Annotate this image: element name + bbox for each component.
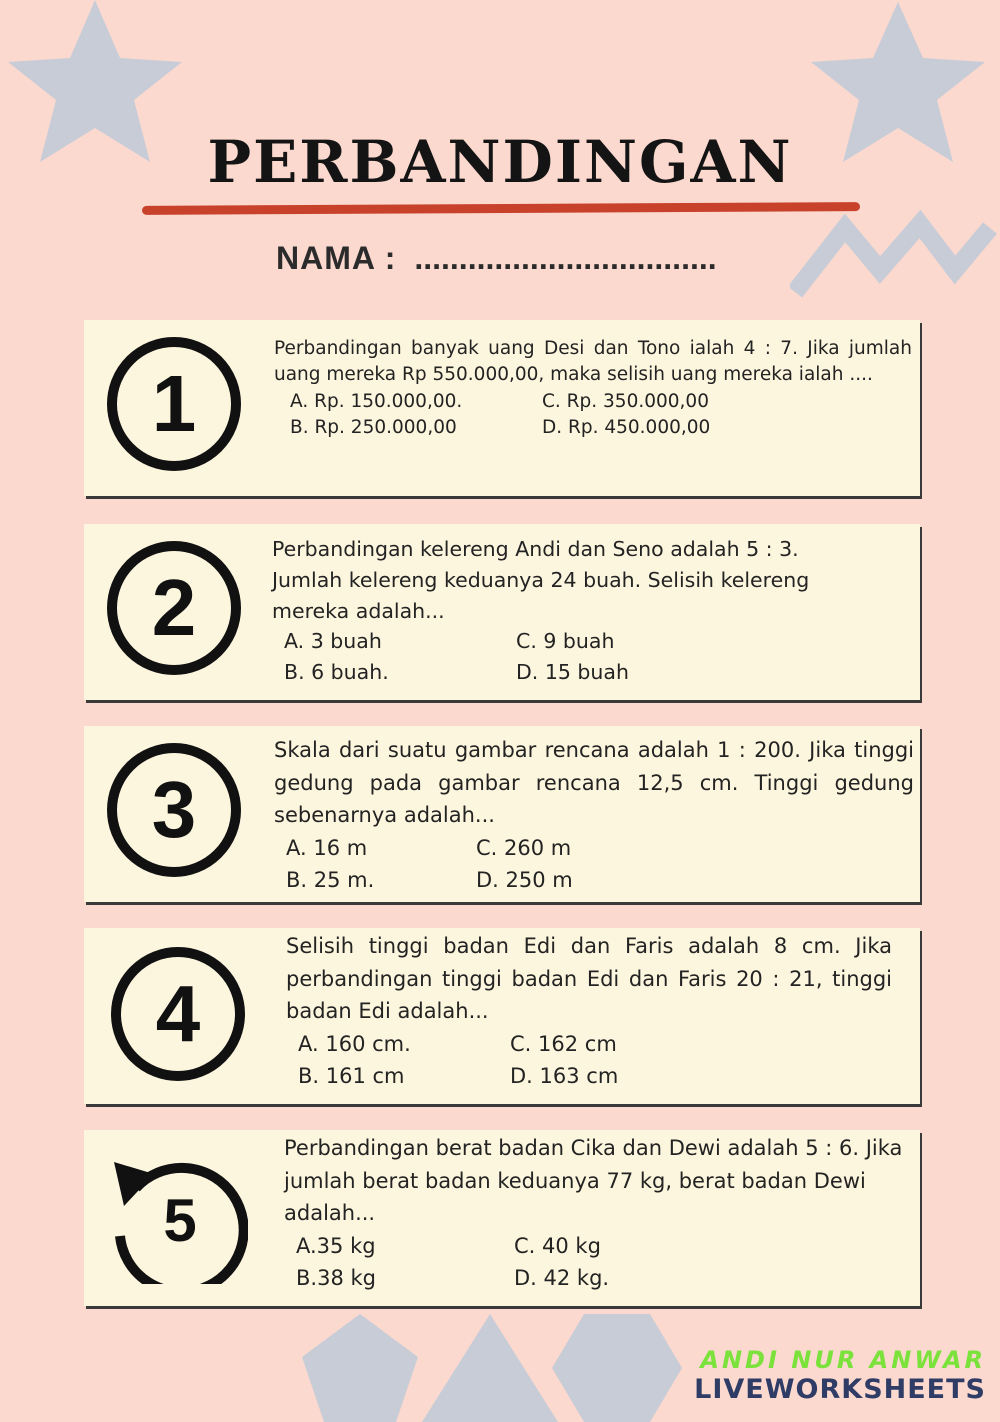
author-name: ANDI NUR ANWAR: [700, 1346, 986, 1374]
question-body: [274, 734, 914, 897]
option-c[interactable]: C. 162 cm: [510, 1031, 617, 1056]
question-text: Perbandingan banyak uang Desi dan Tono ialah 4 : 7. Jika jumlah uang mereka Rp 550.000,00, maka selisih uang mereka ialah ....: [274, 338, 912, 386]
option-a[interactable]: A. 16 m: [286, 835, 368, 860]
replay-circle-icon: [108, 1144, 248, 1284]
question-number: 2: [151, 563, 197, 652]
hexagon-shape: [552, 1312, 682, 1422]
question-number: 1: [151, 359, 197, 448]
name-field[interactable]: [276, 240, 717, 277]
brand-watermark: [694, 1346, 986, 1405]
question-number: 4: [155, 969, 201, 1058]
question-body: [286, 930, 892, 1093]
number-circle-icon: [104, 334, 244, 474]
pentagon-shape: [300, 1312, 420, 1422]
question-body: [284, 1132, 914, 1295]
liveworksheets-logo: LIVEWORKSHEETS: [694, 1374, 986, 1405]
title-underline: [142, 202, 860, 215]
option-c[interactable]: C. 260 m: [476, 835, 572, 860]
question-card-1: [84, 320, 920, 496]
option-b[interactable]: B.38 kg: [296, 1266, 376, 1291]
question-card-3: [84, 726, 920, 902]
option-a[interactable]: A. 3 buah: [284, 629, 382, 654]
question-text: Selisih tinggi badan Edi dan Faris adalah 8 cm. Jika perbandingan tinggi badan Edi dan Faris 20 : 21, tinggi badan Edi adalah...: [286, 934, 892, 1024]
question-card-5: [84, 1130, 920, 1306]
question-number: 5: [163, 1187, 197, 1254]
question-body: [274, 336, 912, 441]
page-title: PERBANDINGAN: [207, 128, 793, 196]
question-text: Skala dari suatu gambar rencana adalah 1 : 200. Jika tinggi gedung pada gambar rencana 12,5 cm. Tinggi gedung sebenarnya adalah...: [274, 738, 914, 828]
question-card-2: [84, 524, 920, 700]
name-label: NAMA :: [276, 240, 397, 276]
option-d[interactable]: D. 42 kg.: [514, 1266, 610, 1291]
question-body: [272, 534, 840, 688]
triangle-shape: [420, 1312, 560, 1422]
number-circle-icon: [104, 740, 244, 880]
option-b[interactable]: B. 25 m.: [286, 868, 375, 893]
option-a[interactable]: A. 160 cm.: [298, 1031, 411, 1056]
option-c[interactable]: C. 40 kg: [514, 1233, 601, 1258]
option-c[interactable]: C. Rp. 350.000,00: [542, 390, 709, 412]
option-d[interactable]: D. 163 cm: [510, 1064, 619, 1089]
option-b[interactable]: B. 6 buah.: [284, 660, 389, 684]
question-number: 3: [151, 765, 197, 854]
number-circle-icon: [104, 538, 244, 678]
option-d[interactable]: D. Rp. 450.000,00: [542, 416, 711, 438]
question-text: Perbandingan berat badan Cika dan Dewi adalah 5 : 6. Jika jumlah berat badan keduanya 77 kg, berat badan Dewi adalah...: [284, 1136, 903, 1226]
question-card-4: [84, 928, 920, 1104]
option-a[interactable]: A.35 kg: [296, 1233, 376, 1258]
number-circle-icon: [108, 944, 248, 1084]
option-d[interactable]: D. 250 m: [476, 868, 573, 893]
option-d[interactable]: D. 15 buah: [516, 660, 629, 684]
name-blank[interactable]: ..................................: [414, 240, 717, 276]
option-b[interactable]: B. 161 cm: [298, 1064, 405, 1089]
option-a[interactable]: A. Rp. 150.000,00.: [290, 390, 463, 412]
zigzag-shape: [790, 210, 1000, 300]
option-c[interactable]: C. 9 buah: [516, 629, 615, 654]
option-b[interactable]: B. Rp. 250.000,00: [290, 416, 457, 438]
question-text: Perbandingan kelereng Andi dan Seno adalah 5 : 3. Jumlah kelereng keduanya 24 buah. Selisih kelereng mereka adalah...: [272, 537, 810, 623]
